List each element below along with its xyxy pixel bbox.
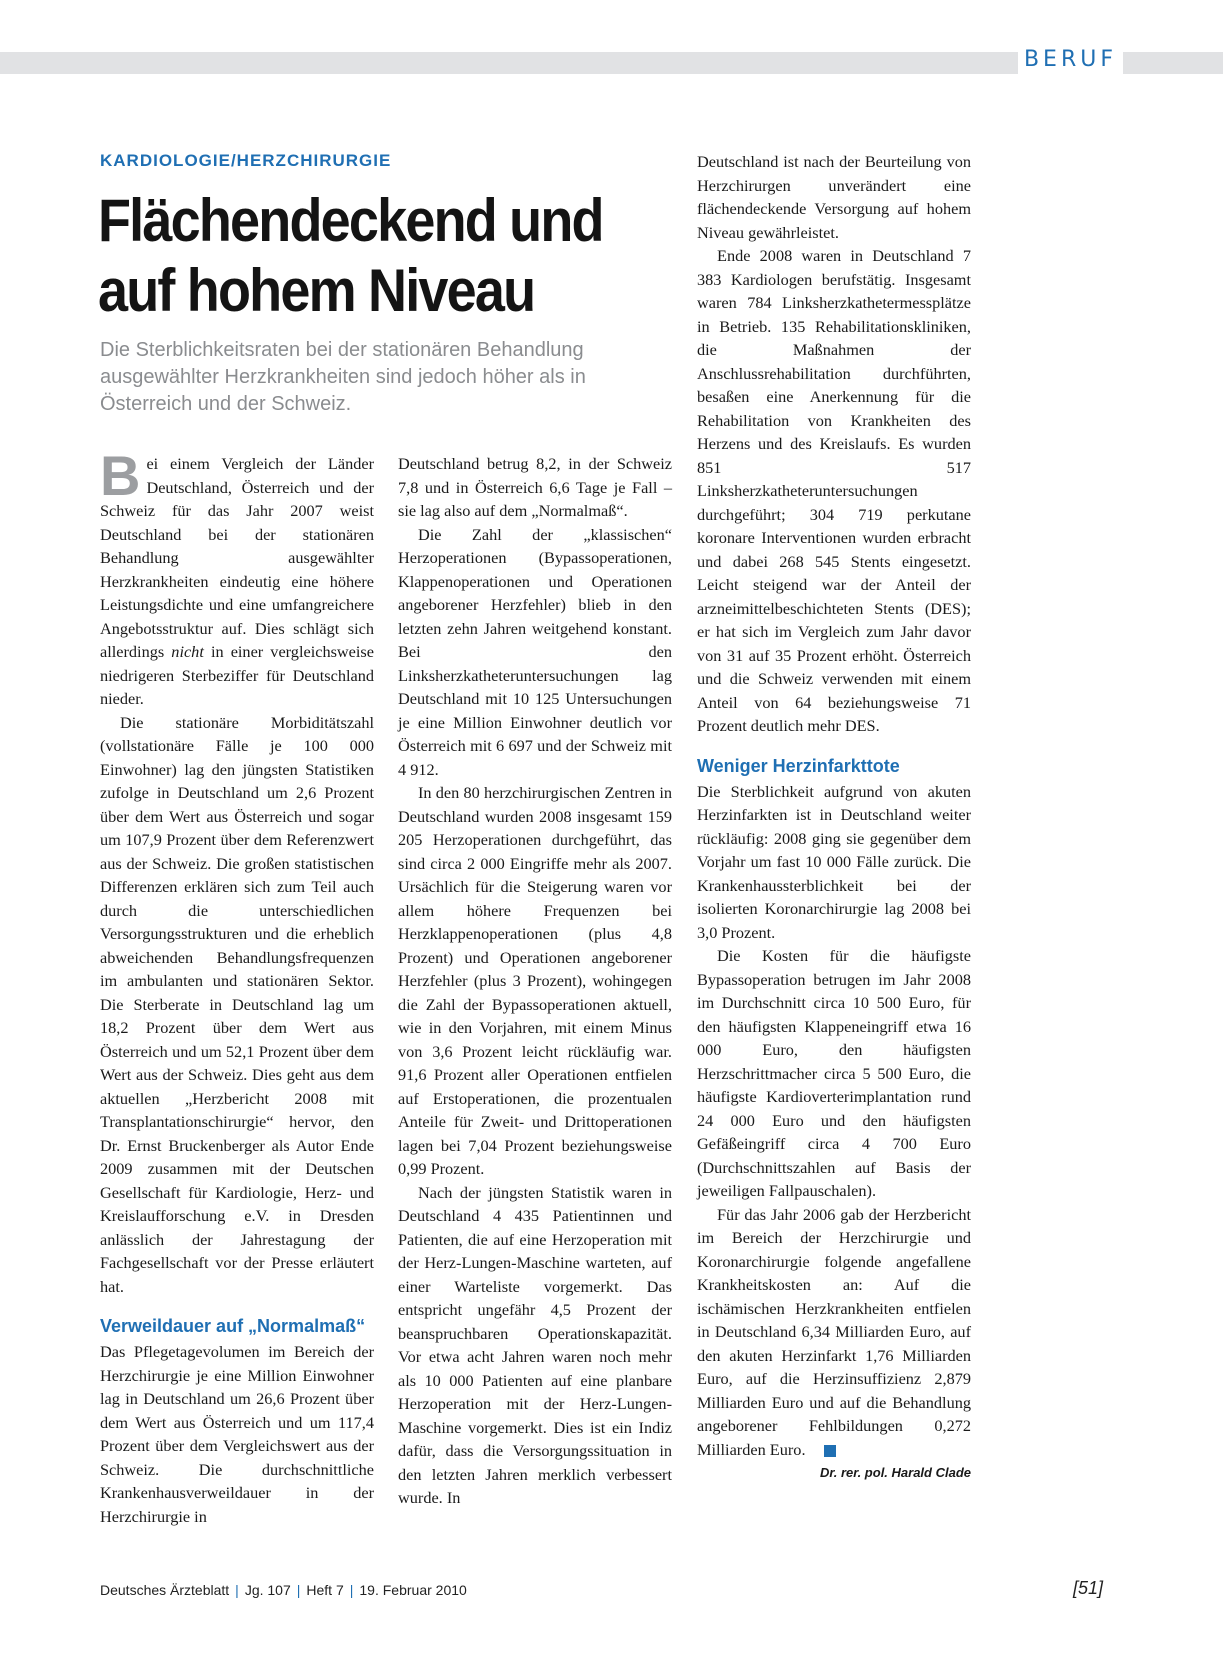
paragraph: Die Kosten für die häufigste Bypassoperation betrugen im Jahr 2008 im Durchschnitt circa 10 500 Euro, für den häufigsten Klappeneingriff etwa 16 000 Euro, den häufigsten Herzschrittmacher circa 5 500 Euro, die häufigste Kardioverterimplantation rund 24 000 Euro und den häufigsten Gefäßeingriff circa 4 700 Euro (Durchschnittszahlen auf Basis der jeweiligen Fallpauschalen). [697,946,971,1200]
section-heading: Weniger Herzinfarkttote [697,755,900,776]
author-byline: Dr. rer. pol. Harald Clade [820,1465,971,1480]
separator: | [296,1582,301,1598]
end-mark-icon [824,1445,836,1457]
text-column-1 [100,444,374,1528]
article-kicker: KARDIOLOGIE/HERZCHIRURGIE [100,151,392,170]
volume: Jg. 107 [244,1582,291,1598]
issue: Heft 7 [306,1582,344,1598]
footer [100,1582,467,1598]
paragraph: Die stationäre Morbiditätszahl (vollstationäre Fälle je 100 000 Einwohner) lag den jüngsten Statistiken zufolge in Deutschland um 2,6 Prozent über dem Wert aus Österreich und sogar um 107,9 Prozent über dem Referenzwert aus der Schweiz. Die großen statistischen Differenzen erklären sich zum Teil auch durch die unterschiedlichen Versorgungsstrukturen und die erheblich abweichenden Behandlungsfrequenzen im ambulanten und stationären Sektor. Die Sterberate in Deutschland lag um 18,2 Prozent über dem Wert aus Österreich und um 52,1 Prozent über dem Wert aus der Schweiz. Dies geht aus dem aktuellen „Herzbericht 2008 mit Transplantationschirurgie“ hervor, den Dr. Ernst Bruckenberger als Autor Ende 2009 zusammen mit der Deutschen Gesellschaft für Kardiologie, Herz- und Kreislaufforschung e.V. in Dresden anlässlich der Jahrestagung der Fachgesellschaft vor der Presse erläutert hat. [100,712,374,1296]
section-heading: Verweildauer auf „Normalmaß“ [100,1316,366,1336]
issue-date: 19. Februar 2010 [359,1582,467,1598]
paragraph: Die Zahl der „klassischen“ Herzoperationen (Bypassoperationen, Klappenoperationen und Operationen angeborener Herzfehler) blieb in den letzten zehn Jahren weitgehend konstant. Bei den Linksherzkatheteruntersuchungen lag Deutschland mit 10 125 Untersuchungen je eine Million Einwohner deutlich vor Österreich mit 6 697 und der Schweiz mit 4 912. [398,524,672,779]
publication-name: Deutsches Ärzteblatt [100,1582,230,1598]
separator: | [235,1582,239,1598]
article-subtitle: Die Sterblichkeitsraten bei der stationären Behandlung ausgewählter Herzkrankheiten sind jedoch höher als in Österreich und der Schweiz. [100,339,586,415]
section-label: BERUF [1018,45,1123,75]
paragraph: Für das Jahr 2006 gab der Herzbericht im Bereich der Herzchirurgie und Koronarchirurgie folgende angefallene Krankheitskosten an: Auf die ischämischen Herzkrankheiten entfielen in Deutschland 6,34 Milliarden Euro, auf den akuten Herzinfarkt 1,76 Milliarden Euro, auf die Herzinsuffizienz 2,879 Milliarden Euro und auf die Behandlung angeborener Fehlbildungen 0,272 Milliarden Euro. [697,1204,971,1459]
paragraph: Das Pflegetagevolumen im Bereich der Herzchirurgie je eine Million Einwohner lag in Deutschland um 26,6 Prozent über dem Wert aus Österreich und um 117,4 Prozent über dem Vergleichswert aus der Schweiz. Die durchschnittliche Krankenhausverweildauer in der Herzchirurgie in [100,1342,374,1526]
paragraph: In den 80 herzchirurgischen Zentren in Deutschland wurden 2008 insgesamt 159 205 Herzoperationen durchgeführt, das sind circa 2 000 Eingriffe mehr als 2007. Ursächlich für die Steigerung waren vor allem höhere Frequenzen bei Herzklappenoperationen (plus 4,8 Prozent) und Operationen angeborener Herzfehler (plus 3 Prozent), wohingegen die Zahl der Bypassoperationen aktuell, wie in den Vorjahren, mit einem Minus von 3,6 Prozent leicht rückläufig war. 91,6 Prozent aller Operationen entfielen auf Erstoperationen, die prozentualen Anteile für Zweit- und Drittoperationen lagen bei 7,04 Prozent beziehungsweise 0,99 Prozent. [398,783,672,1178]
separator: | [349,1582,354,1598]
paragraph: Deutschland betrug 8,2, in der Schweiz 7,8 und in Österreich 6,6 Tage je Fall – sie lag also auf dem „Normalmaß“. [398,454,672,520]
text-column-3 [697,150,971,1485]
paragraph: Deutschland ist nach der Beurteilung von Herzchirurgen unverändert eine flächendeckende Versorgung auf hohem Niveau gewährleistet. [697,152,971,242]
paragraph: Die Sterblichkeit aufgrund von akuten Herzinfarkten ist in Deutschland weiter rückläufig: 2008 ging sie gegenüber dem Vorjahr um fast 10 000 Fälle zurück. Die Krankenhaussterblichkeit bei der isolierten Koronarchirurgie lag 2008 bei 3,0 Prozent. [697,781,971,942]
text-column-2 [398,452,672,1510]
paragraph: Ende 2008 waren in Deutschland 7 383 Kardiologen berufstätig. Insgesamt waren 784 Linksherzkathetermessplätze in Betrieb. 135 Rehabilitationskliniken, die Maßnahmen der Anschlussrehabilitation durchführten, besaßen eine Anerkennung für die Rehabilitation von Krankheiten des Herzens und des Kreislaufs. Es wurden 851 517 Linksherzkatheteruntersuchungen durchgeführt; 304 719 perkutane koronare Interventionen wurden erbracht und dabei 268 545 Stents eingesetzt. Leicht steigend war der Anteil der arzneimittelbeschichteten Stents (DES); er hat sich im Vergleich zum Jahr davor von 31 auf 35 Prozent erhöht. Österreich und die Schweiz verwenden mit einem Anteil von 64 beziehungsweise 71 Prozent deutlich mehr DES. [697,246,971,735]
article-title: Flächendeckend und auf hohem Niveau [98,187,603,324]
drop-cap: B [100,444,141,507]
paragraph: Nach der jüngsten Statistik waren in Deutschland 4 435 Patientinnen und Patienten, die auf eine Herzoperation mit der Herz-Lungen-Maschine warteten, auf einer Warteliste vorgemerkt. Das entspricht ungefähr 4,5 Prozent der beanspruchbaren Operationskapazität. Vor etwa acht Jahren waren noch mehr als 10 000 Patienten auf eine planbare Herzoperation mit der Herz-Lungen-Maschine vorgemerkt. Dies ist ein Indiz dafür, dass die Versorgungssituation in den letzten Jahren merklich verbessert wurde. In [398,1182,672,1507]
paragraph: Bei einem Vergleich der Länder Deutschland, Österreich und der Schweiz für das Jahr 2007 weist Deutschland bei der stationären Behandlung ausgewählter Herzkrankheiten eindeutig eine höhere Leistungsdichte und eine umfangreichere Angebotsstruktur auf. Dies schlägt sich allerdings nicht in einer vergleichsweise niedrigeren Sterbeziffer für Deutschland nieder. [100,444,374,708]
page-number: [51] [1072,1578,1103,1598]
